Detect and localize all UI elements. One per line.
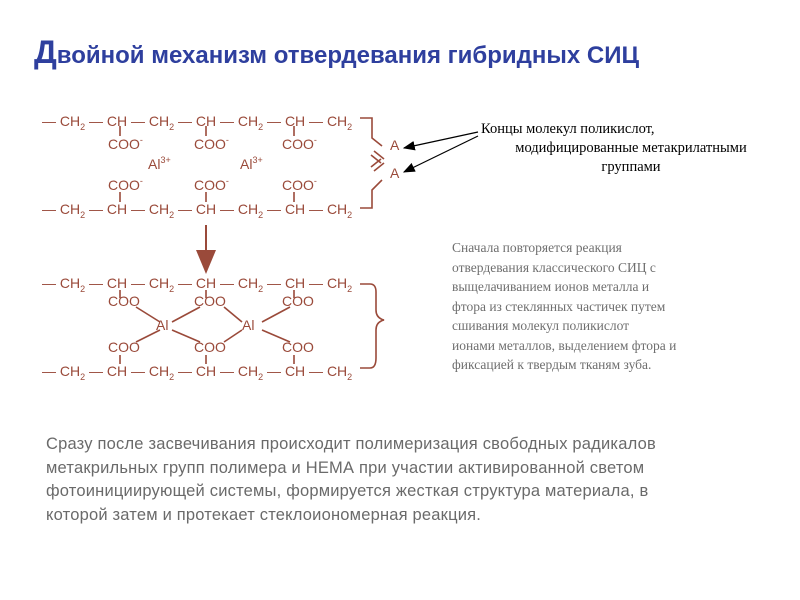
al-bond-4 — [172, 330, 200, 342]
polymer-chain-bottom-crosslinked: — $CH_2$ — CH — $CH_2$ — CH — $CH_2$ — CH — $CH_2$ — [42, 363, 353, 382]
carboxylate-group: COO — [282, 293, 314, 309]
carboxylate-group: COO — [194, 339, 226, 355]
aluminum-crosslink: Al — [242, 317, 255, 333]
al-bond-3 — [136, 330, 160, 342]
note-line: Сначала повторяется реакция — [452, 240, 622, 255]
title-rest: войной механизм отвердевания гибридных СИЦ — [56, 42, 640, 69]
top-bracket — [360, 118, 382, 146]
note-line: ионами металлов, выделением фтора и — [452, 337, 677, 353]
polymer-chain-top-crosslinked: — $CH_2$ — CH — $CH_2$ — CH — $CH_2$ — CH — $CH_2$ — [42, 275, 353, 294]
description-line: фотоинициирующей системы, формируется жесткая структура материала, в — [46, 482, 649, 500]
carboxylate-group: COO — [108, 293, 140, 309]
callout-arrow-bottom — [404, 136, 478, 172]
al-bond-2 — [172, 307, 200, 322]
carboxylate-group: COO- — [282, 176, 317, 193]
lower-brace — [360, 284, 384, 368]
polymer-chain-top: — $CH_2$ — CH — $CH_2$ — CH — $CH_2$ — CH — $CH_2$ — [42, 113, 353, 132]
carboxylate-group: COO- — [194, 135, 229, 152]
bottom-bracket — [360, 180, 382, 208]
callout-line: группами — [601, 159, 661, 175]
aluminum-crosslink: Al — [156, 317, 169, 333]
callout-arrow-top — [404, 132, 478, 148]
carboxylate-group: COO- — [194, 176, 229, 193]
chemical-formula — [42, 113, 400, 382]
title-first-letter: Д — [34, 34, 57, 70]
note-line: фтора из стеклянных частичек путем — [452, 298, 666, 314]
al-bond-8 — [262, 330, 290, 342]
carboxylate-group: COO- — [108, 135, 143, 152]
carboxylate-group: COO — [108, 339, 140, 355]
carboxylate-group: COO- — [282, 135, 317, 152]
al-bond-6 — [262, 307, 290, 322]
al-bond-1 — [136, 307, 160, 322]
description-line: Сразу после засвечивания происходит полимеризация свободных радикалов — [46, 435, 656, 453]
aluminum-ion: $Al^{3+}$ — [240, 155, 263, 172]
carboxylate-group: COO — [194, 293, 226, 309]
callout-line: Концы молекул поликислот, — [481, 121, 655, 137]
carboxylate-group: COO — [282, 339, 314, 355]
polymer-chain-bottom: — $CH_2$ — CH — $CH_2$ — CH — $CH_2$ — CH — $CH_2$ — [42, 201, 353, 220]
note-line: сшивания молекул поликислот — [452, 318, 630, 333]
al-bond-5 — [224, 307, 242, 322]
methacrylate-end-label: A — [390, 137, 400, 153]
note-line: фиксацией к твердым тканям зуба. — [452, 357, 652, 372]
note-line: выщелачиванием ионов металла и — [452, 279, 650, 294]
carboxylate-group: COO- — [108, 176, 143, 193]
reaction-note — [452, 238, 752, 375]
description-line: которой затем и протекает стеклоиономерная реакция. — [46, 505, 482, 524]
methacrylate-end-label: A — [390, 165, 400, 181]
methacrylate-callout — [481, 120, 781, 177]
al-bond-7 — [224, 330, 242, 342]
aluminum-ion: $Al^{3+}$ — [148, 155, 171, 172]
description-line: метакрильных групп полимера и НЕМА при участии активированной светом — [46, 458, 645, 477]
polymerization-description — [46, 433, 776, 527]
callout-line: модифицированные метакрилатными — [515, 140, 747, 156]
note-line: отвердевания классического СИЦ с — [452, 259, 656, 275]
